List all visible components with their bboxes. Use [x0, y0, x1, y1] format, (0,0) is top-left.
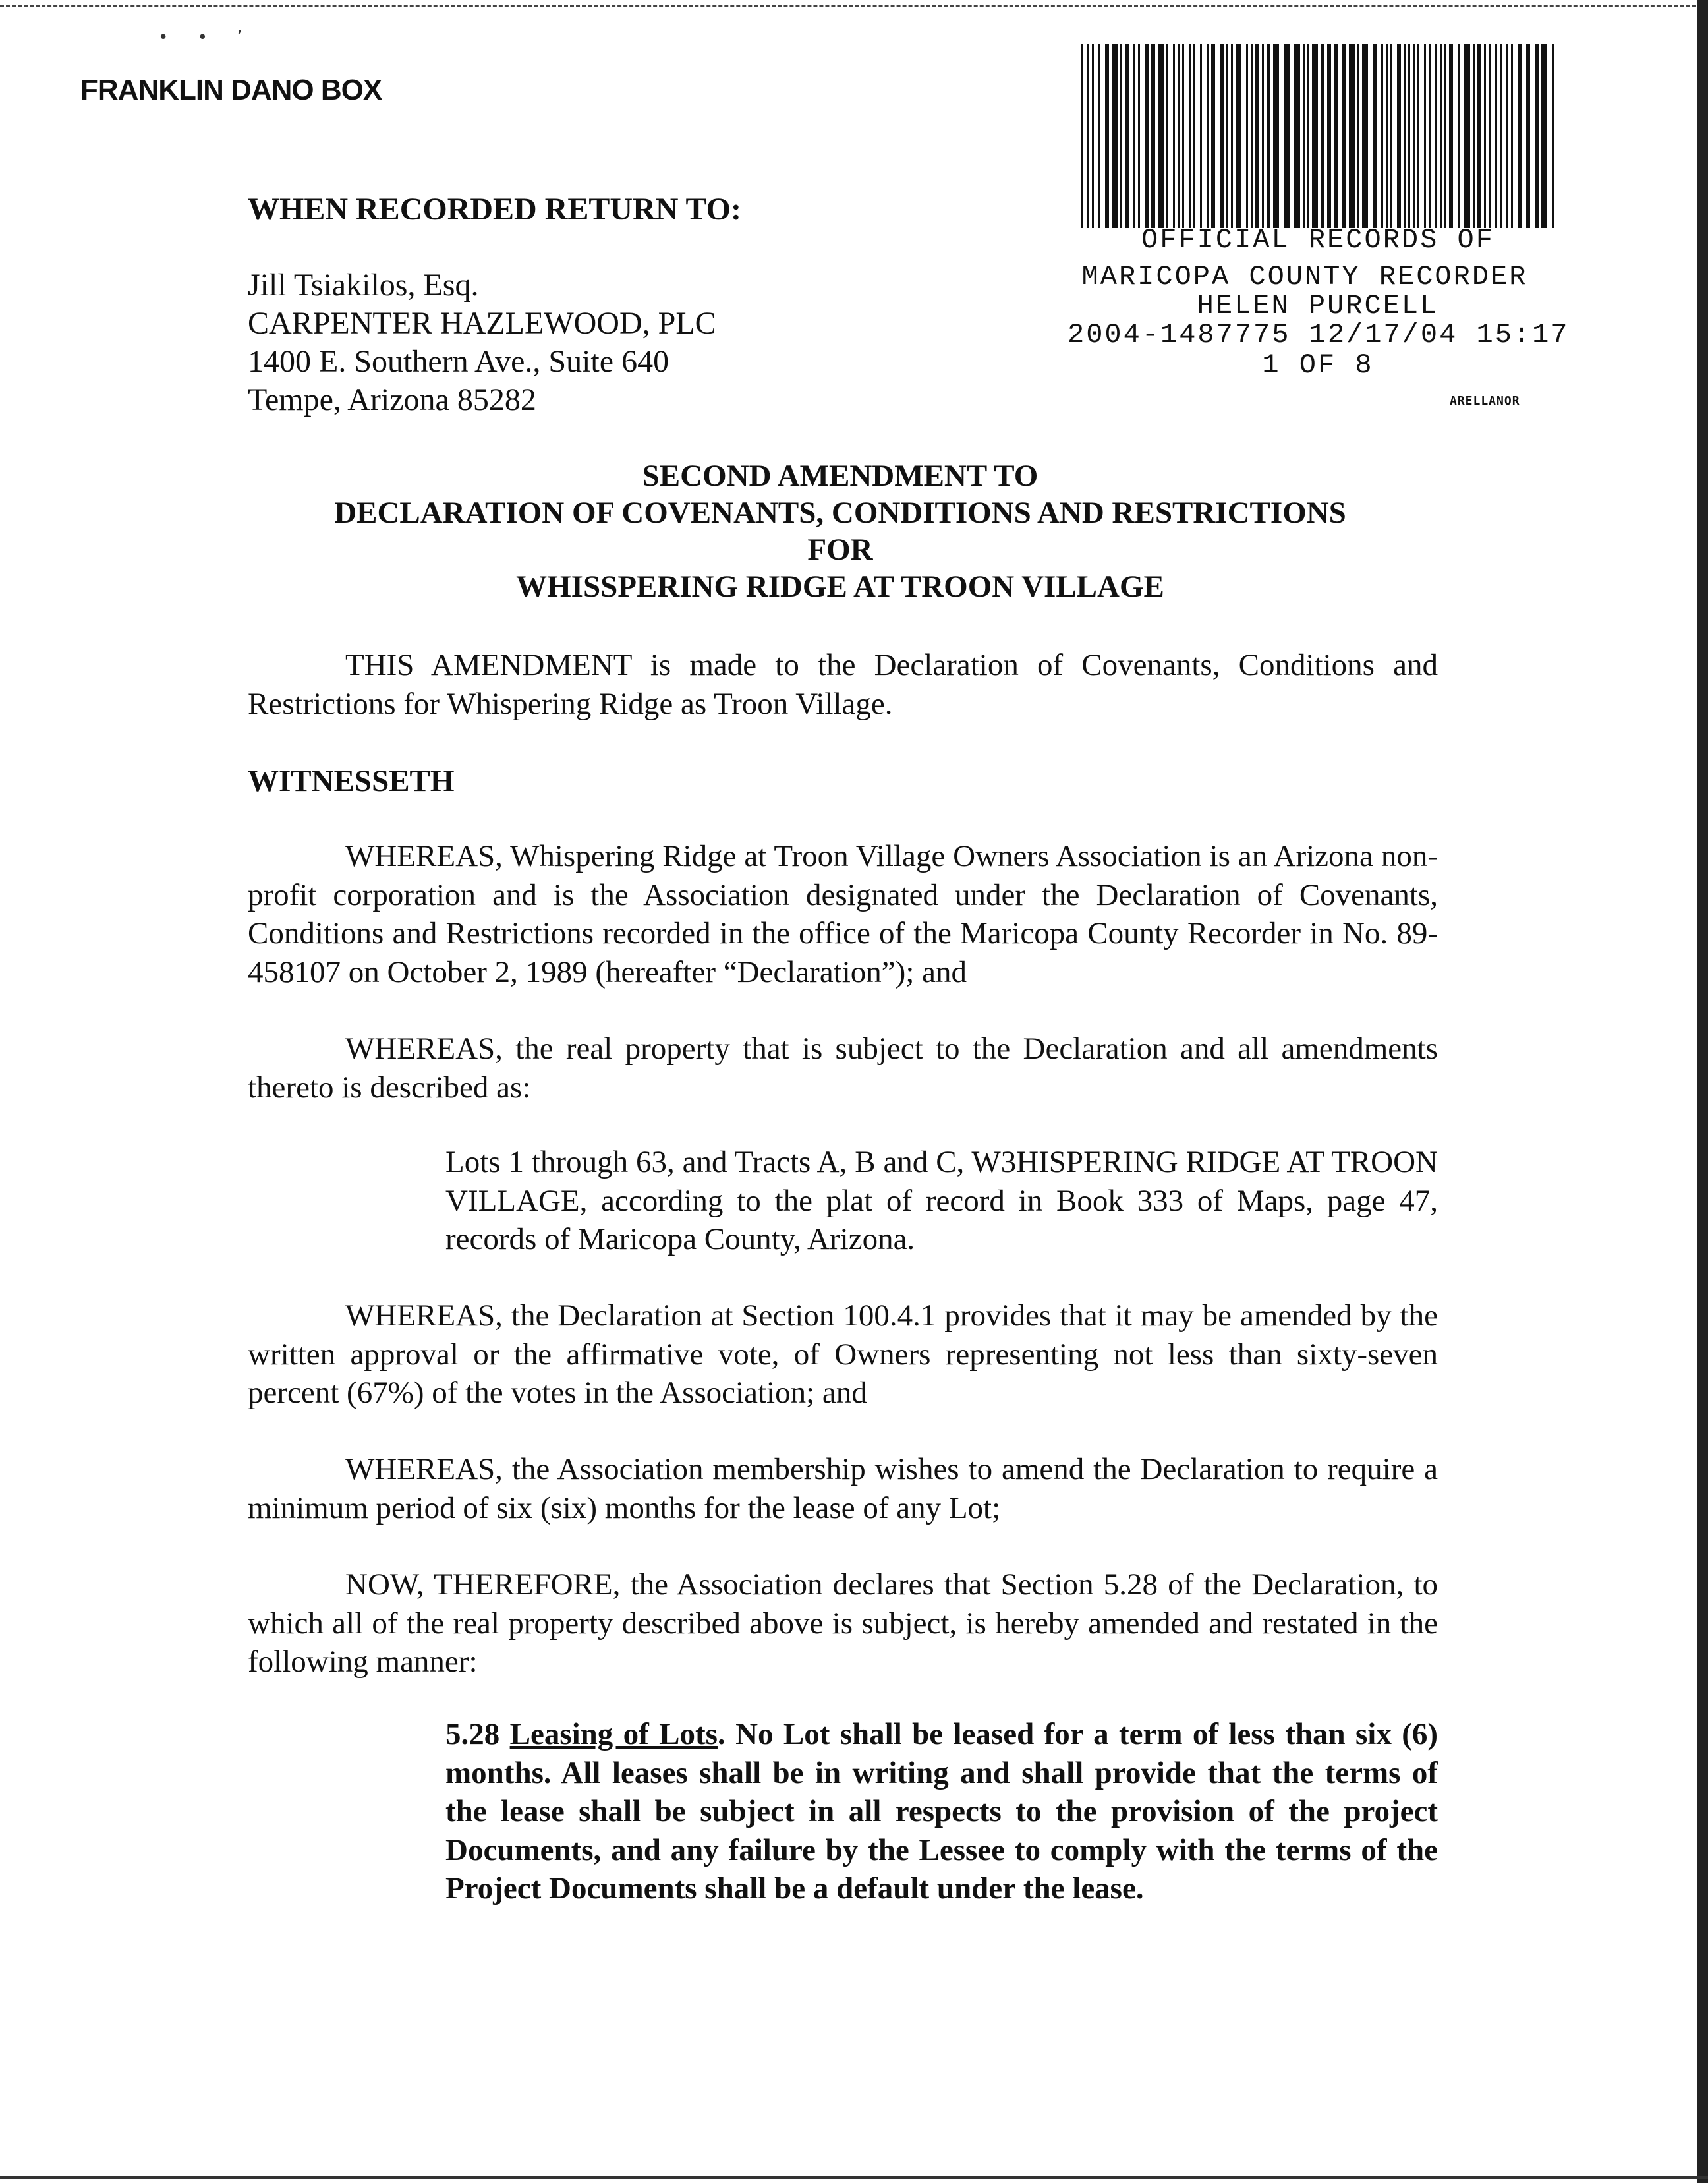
barcode-bar [1408, 44, 1410, 228]
barcode-bar [1464, 44, 1470, 228]
barcode-bar [1473, 44, 1475, 228]
return-city: Tempe, Arizona 85282 [248, 382, 536, 417]
barcode-bar [1390, 44, 1392, 228]
scan-top-border [0, 5, 1708, 7]
clerk-initials: ARELLANOR [1450, 394, 1520, 408]
barcode-bar [1397, 44, 1401, 228]
barcode-bar [1458, 44, 1460, 228]
barcode-bar [1303, 44, 1305, 228]
barcode-bar [1231, 44, 1233, 228]
barcode-bar [1404, 44, 1406, 228]
legal-description: Lots 1 through 63, and Tracts A, B and C, W3HISPERING RIDGE AT TROON VILLAGE, according to the plat of record in Book 333 of Maps, page 47, records of Maricopa County, Arizona. [445, 1145, 1438, 1256]
barcode-bar [1526, 44, 1530, 228]
title-line-2: DECLARATION OF COVENANTS, CONDITIONS AND RESTRICTIONS [334, 496, 1346, 530]
barcode-bar [1092, 44, 1094, 228]
barcode-bar [1189, 44, 1191, 228]
barcode-bar [1151, 44, 1155, 228]
barcode-bar [1373, 44, 1377, 228]
barcode-bar [1255, 44, 1259, 228]
barcode-bar [1182, 44, 1184, 228]
scan-marks: • • ʼ [158, 28, 254, 47]
barcode-bar [1424, 44, 1426, 228]
barcode-bar [1535, 44, 1539, 228]
barcode-bar [1267, 44, 1270, 228]
recording-number-date: 2004-1487775 12/17/04 15:17 [1068, 319, 1570, 351]
return-name: Jill Tsiakilos, Esq. [248, 268, 479, 303]
barcode-bar [1484, 44, 1486, 228]
barcode-bar [1444, 44, 1446, 228]
barcode-bar [1207, 44, 1209, 228]
barcode-bar [1294, 44, 1300, 228]
return-street: 1400 E. Southern Ave., Suite 640 [248, 344, 669, 379]
barcode-bar [1145, 44, 1149, 228]
barcode-bar [1081, 44, 1083, 228]
barcode-bar [1193, 44, 1195, 228]
scan-right-edge [1697, 0, 1708, 2183]
barcode-bar [1098, 44, 1100, 228]
barcode-bar [1477, 44, 1481, 228]
recorder-line-1: OFFICIAL RECORDS OF [1141, 224, 1494, 256]
barcode-bar [1220, 44, 1224, 228]
barcode-bar [1284, 44, 1290, 228]
page-count: 1 OF 8 [1262, 349, 1374, 381]
barcode-bar [1226, 44, 1228, 228]
barcode-bar [1105, 44, 1109, 228]
barcode-bar [1200, 44, 1202, 228]
barcode-bar [1178, 44, 1180, 228]
barcode-bar [1413, 44, 1415, 228]
barcode-bar [1489, 44, 1491, 228]
title-line-4: WHISSPERING RIDGE AT TROON VILLAGE [516, 569, 1164, 604]
return-to-heading: WHEN RECORDED RETURN TO: [248, 192, 741, 227]
barcode-bar [1307, 44, 1309, 228]
barcode-bar [1087, 44, 1089, 228]
intro-paragraph: THIS AMENDMENT is made to the Declaration of Covenants, Conditions and Restrictions for Whispering Ridge as Troon Village. [248, 648, 1438, 721]
section-title: Leasing of Lots [509, 1717, 718, 1751]
barcode-bar [1133, 44, 1135, 228]
section-number: 5.28 [445, 1717, 500, 1751]
barcode-bar [1386, 44, 1388, 228]
barcode-bar [1495, 44, 1497, 228]
whereas-paragraph-2: WHEREAS, the real property that is subject to the Declaration and all amendments thereto is described as: [248, 1032, 1438, 1105]
title-line-1: SECOND AMENDMENT TO [642, 459, 1039, 493]
barcode-bar [1449, 44, 1453, 228]
barcode-bar [1246, 44, 1248, 228]
barcode-bar [1273, 44, 1279, 228]
barcode-bar [1321, 44, 1324, 228]
barcode-bar [1312, 44, 1318, 228]
barcode-bar [1349, 44, 1355, 228]
barcode-bar [1236, 44, 1241, 228]
section-5-28-leasing [445, 1715, 1438, 1908]
barcode-bar [1440, 44, 1442, 228]
barcode-bar [1381, 44, 1383, 228]
section-text: . No Lot shall be leased for a term of less than six (6) months. All leases shall be in writing and shall provide that the terms of the lease shall be subject in all respects to the provision of the project Documents, and any failure by the Lessee to comply with the terms of the Project Documents shall be a default under the lease. [445, 1717, 1438, 1906]
franklin-dano-box-stamp: FRANKLIN DANO BOX [80, 74, 382, 106]
barcode-bar [1500, 44, 1502, 228]
barcode-bar [1417, 44, 1419, 228]
barcode-bar [1327, 44, 1331, 228]
barcode-bar [1166, 44, 1168, 228]
barcode-bar [1342, 44, 1346, 228]
barcode-bar [1511, 44, 1513, 228]
barcode-bar [1552, 44, 1554, 228]
whereas-paragraph-3: WHEREAS, the Declaration at Section 100.4.1 provides that it may be amended by the written approval or the affirmative vote, of Owners representing not less than sixty-seven percent (67%) of the votes in the Association; and [248, 1298, 1438, 1410]
barcode-bar [1173, 44, 1175, 228]
barcode-bar [1334, 44, 1338, 228]
recorder-line-3: HELEN PURCELL [1197, 290, 1439, 322]
now-therefore-paragraph: NOW, THEREFORE, the Association declares that Section 5.28 of the Declaration, to which all of the real property described above is subject, is hereby amended and restated in the following manner: [248, 1567, 1438, 1679]
barcode-bar [1541, 44, 1547, 228]
witnesseth-heading: WITNESSETH [248, 764, 455, 798]
scan-bottom-edge [0, 2176, 1708, 2179]
barcode-bar [1362, 44, 1368, 228]
barcode-bar [1262, 44, 1264, 228]
barcode-bar [1125, 44, 1129, 228]
barcode-bar [1518, 44, 1522, 228]
barcode-bar [1251, 44, 1253, 228]
recorder-line-2: MARICOPA COUNTY RECORDER [1081, 261, 1528, 293]
whereas-paragraph-4: WHEREAS, the Association membership wishes to amend the Declaration to require a minimum period of six (six) months for the lease of any Lot; [248, 1452, 1438, 1525]
return-firm: CARPENTER HAZLEWOOD, PLC [248, 306, 716, 341]
barcode-bar [1357, 44, 1359, 228]
title-line-3: FOR [807, 533, 873, 567]
barcode-bar [1506, 44, 1508, 228]
return-address-block [248, 266, 716, 419]
barcode-image [1078, 44, 1559, 228]
barcode-bar [1138, 44, 1140, 228]
barcode-bar [1120, 44, 1122, 228]
barcode-bar [1211, 44, 1215, 228]
document-title [132, 457, 1549, 605]
barcode-bar [1429, 44, 1431, 228]
barcode-bar [1112, 44, 1118, 228]
whereas-paragraph-1: WHEREAS, Whispering Ridge at Troon Village Owners Association is an Arizona non-profit corporation and is the Association designated under the Declaration of Covenants, Conditions and Restrictions recorded in the office of the Maricopa County Recorder in No. 89-458107 on October 2, 1989 (hereafter “Declaration”); and [248, 839, 1438, 989]
barcode-bar [1435, 44, 1437, 228]
barcode-bar [1158, 44, 1164, 228]
